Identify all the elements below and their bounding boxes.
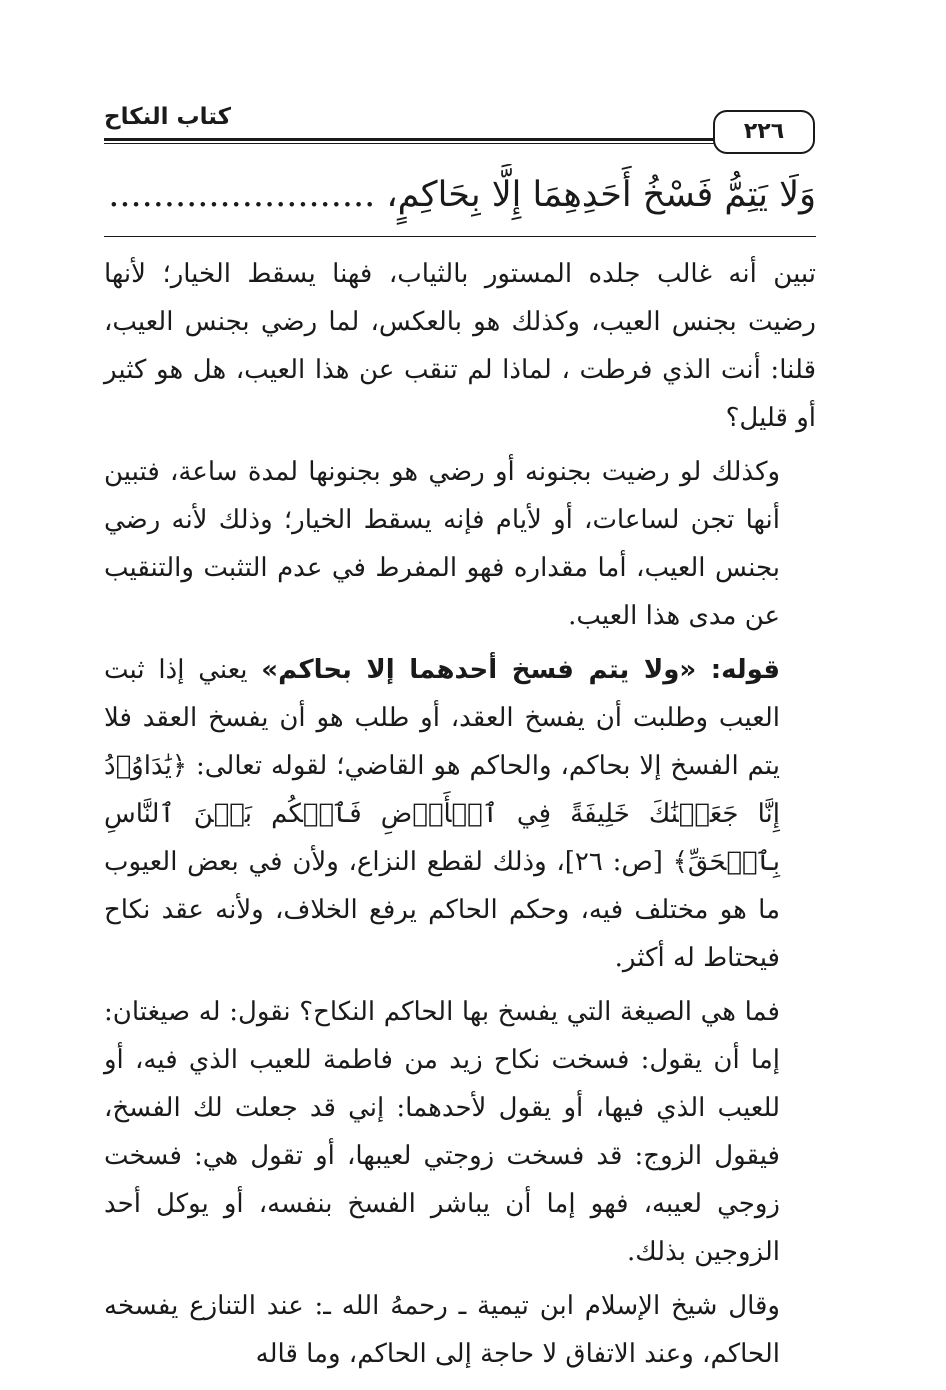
matn-line — [104, 164, 816, 226]
matn-text: وَلَا يَتِمُّ فَسْخُ أَحَدِهِمَا إِلَّا بِحَاكِمٍ، — [386, 175, 816, 215]
paragraph-5: وقال شيخ الإسلام ابن تيمية ـ رحمهُ الله ـ: عند التنازع يفسخه الحاكم، وعند الاتفاق لا حاجة إلى الحاكم، وما قاله — [104, 1291, 780, 1369]
header-rule — [104, 138, 814, 144]
commentary-body — [104, 250, 816, 1384]
book-title: كتاب النكاح — [104, 104, 232, 130]
matn-separator — [104, 236, 816, 237]
paragraph-1: تبين أنه غالب جلده المستور بالثياب، فهنا يسقط الخيار؛ لأنها رضيت بجنس العيب، وكذلك هو بالعكس، لما رضي بجنس العيب، قلنا: أنت الذي فرطت ، لماذا لم تنقب عن هذا العيب، هل هو كثير أو قليل؟ — [104, 259, 816, 433]
paragraph-3 — [104, 646, 816, 982]
running-header — [104, 104, 814, 154]
paragraph-3-text: يعني إذا ثبت العيب وطلبت أن يفسخ العقد، أو طلب هو أن يفسخ العقد فلا يتم الفسخ إلا بحاكم، والحاكم هو القاضي؛ لقوله تعالى: ﴿يَٰدَاوُۥدُ إِنَّا جَعَلۡنَٰكَ خَلِيفَةً فِي ٱلۡأَرۡضِ فَٱحۡكُم بَيۡنَ ٱلنَّاسِ بِٱلۡحَقِّ﴾ [ص: ٢٦]، وذلك لقطع النزاع، ولأن في بعض العيوب ما هو مختلف فيه، وحكم الحاكم يرفع الخلاف، ولأنه عقد نكاح فيحتاط له أكثر. — [104, 655, 780, 973]
matn-dots: ........................ — [108, 175, 376, 215]
paragraph-3-lead: قوله: «ولا يتم فسخ أحدهما إلا بحاكم» — [261, 655, 780, 685]
page-number: ٢٢٦ — [713, 110, 815, 154]
paragraph-4: فما هي الصيغة التي يفسخ بها الحاكم النكاح؟ نقول: له صيغتان: إما أن يقول: فسخت نكاح زيد من فاطمة للعيب الذي فيه، أو للعيب الذي فيها، أو يقول لأحدهما: إني قد جعلت لك الفسخ، فيقول الزوج: قد فسخت زوجتي لعيبها، أو تقول هي: فسخت زوجي لعيبه، فهو إما أن يباشر الفسخ بنفسه، أو يوكل أحد الزوجين بذلك. — [104, 997, 780, 1267]
paragraph-2: وكذلك لو رضيت بجنونه أو رضي هو بجنونها لمدة ساعة، فتبين أنها تجن لساعات، أو لأيام فإنه يسقط الخيار؛ وذلك لأنه رضي بجنس العيب، أما مقداره فهو المفرط في عدم التثبت والتنقيب عن مدى هذا العيب. — [104, 457, 780, 631]
